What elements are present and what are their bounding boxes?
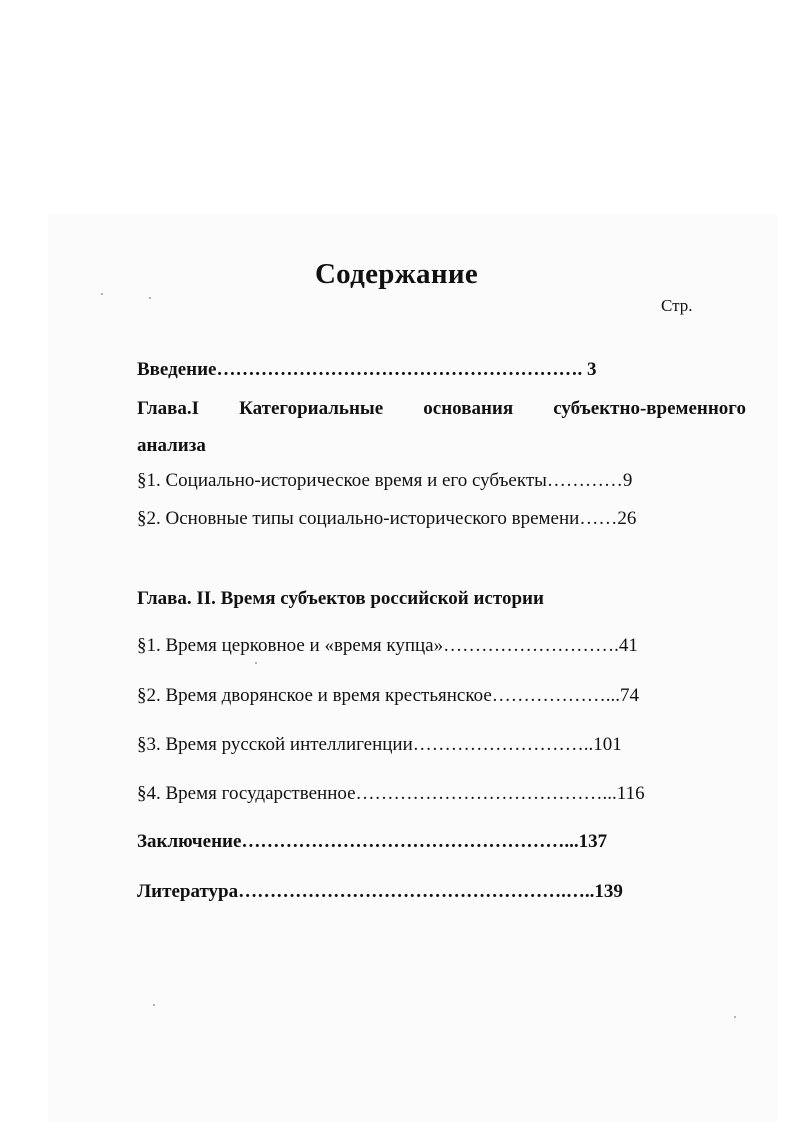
toc-entry-ch2-sec1: §1. Время церковное и «время купца»……………………….41 bbox=[137, 635, 638, 656]
toc-chapter-2-heading: Глава. II. Время субъектов российской истории bbox=[137, 588, 544, 609]
toc-chapter-1-word: Глава.I bbox=[137, 398, 200, 419]
toc-entry-ch1-sec1: §1. Социально-историческое время и его субъекты…………9 bbox=[137, 470, 633, 491]
scan-speck bbox=[153, 1004, 155, 1006]
scanned-sheet bbox=[48, 215, 778, 1122]
toc-chapter-1-heading bbox=[137, 399, 746, 418]
scan-speck bbox=[734, 1016, 736, 1018]
toc-entry-introduction: Введение…………………………………………………. 3 bbox=[137, 359, 597, 380]
scan-speck bbox=[101, 293, 103, 295]
toc-entry-ch2-sec2: §2. Время дворянское и время крестьянское………………...74 bbox=[137, 685, 640, 706]
scan-speck bbox=[255, 662, 257, 664]
toc-entry-ch2-sec4: §4. Время государственное…………………………………...116 bbox=[137, 783, 645, 804]
toc-chapter-1-word: Категориальные bbox=[239, 398, 384, 419]
toc-entry-ch2-sec3: §3. Время русской интеллигенции………………………..101 bbox=[137, 734, 622, 755]
toc-entry-literature: Литература…………………………………………….…..139 bbox=[137, 881, 623, 902]
toc-chapter-1-word: субъектно-временного bbox=[553, 398, 746, 419]
toc-entry-conclusion: Заключение……………………………………………...137 bbox=[137, 831, 608, 852]
toc-chapter-1-heading-cont: анализа bbox=[137, 435, 206, 456]
toc-chapter-1-word: основания bbox=[423, 398, 514, 419]
scan-speck bbox=[149, 297, 151, 299]
toc-entry-ch1-sec2: §2. Основные типы социально-исторического времени……26 bbox=[137, 508, 637, 529]
page-column-label: Стр. bbox=[661, 296, 693, 315]
page-title: Содержание bbox=[314, 258, 479, 290]
